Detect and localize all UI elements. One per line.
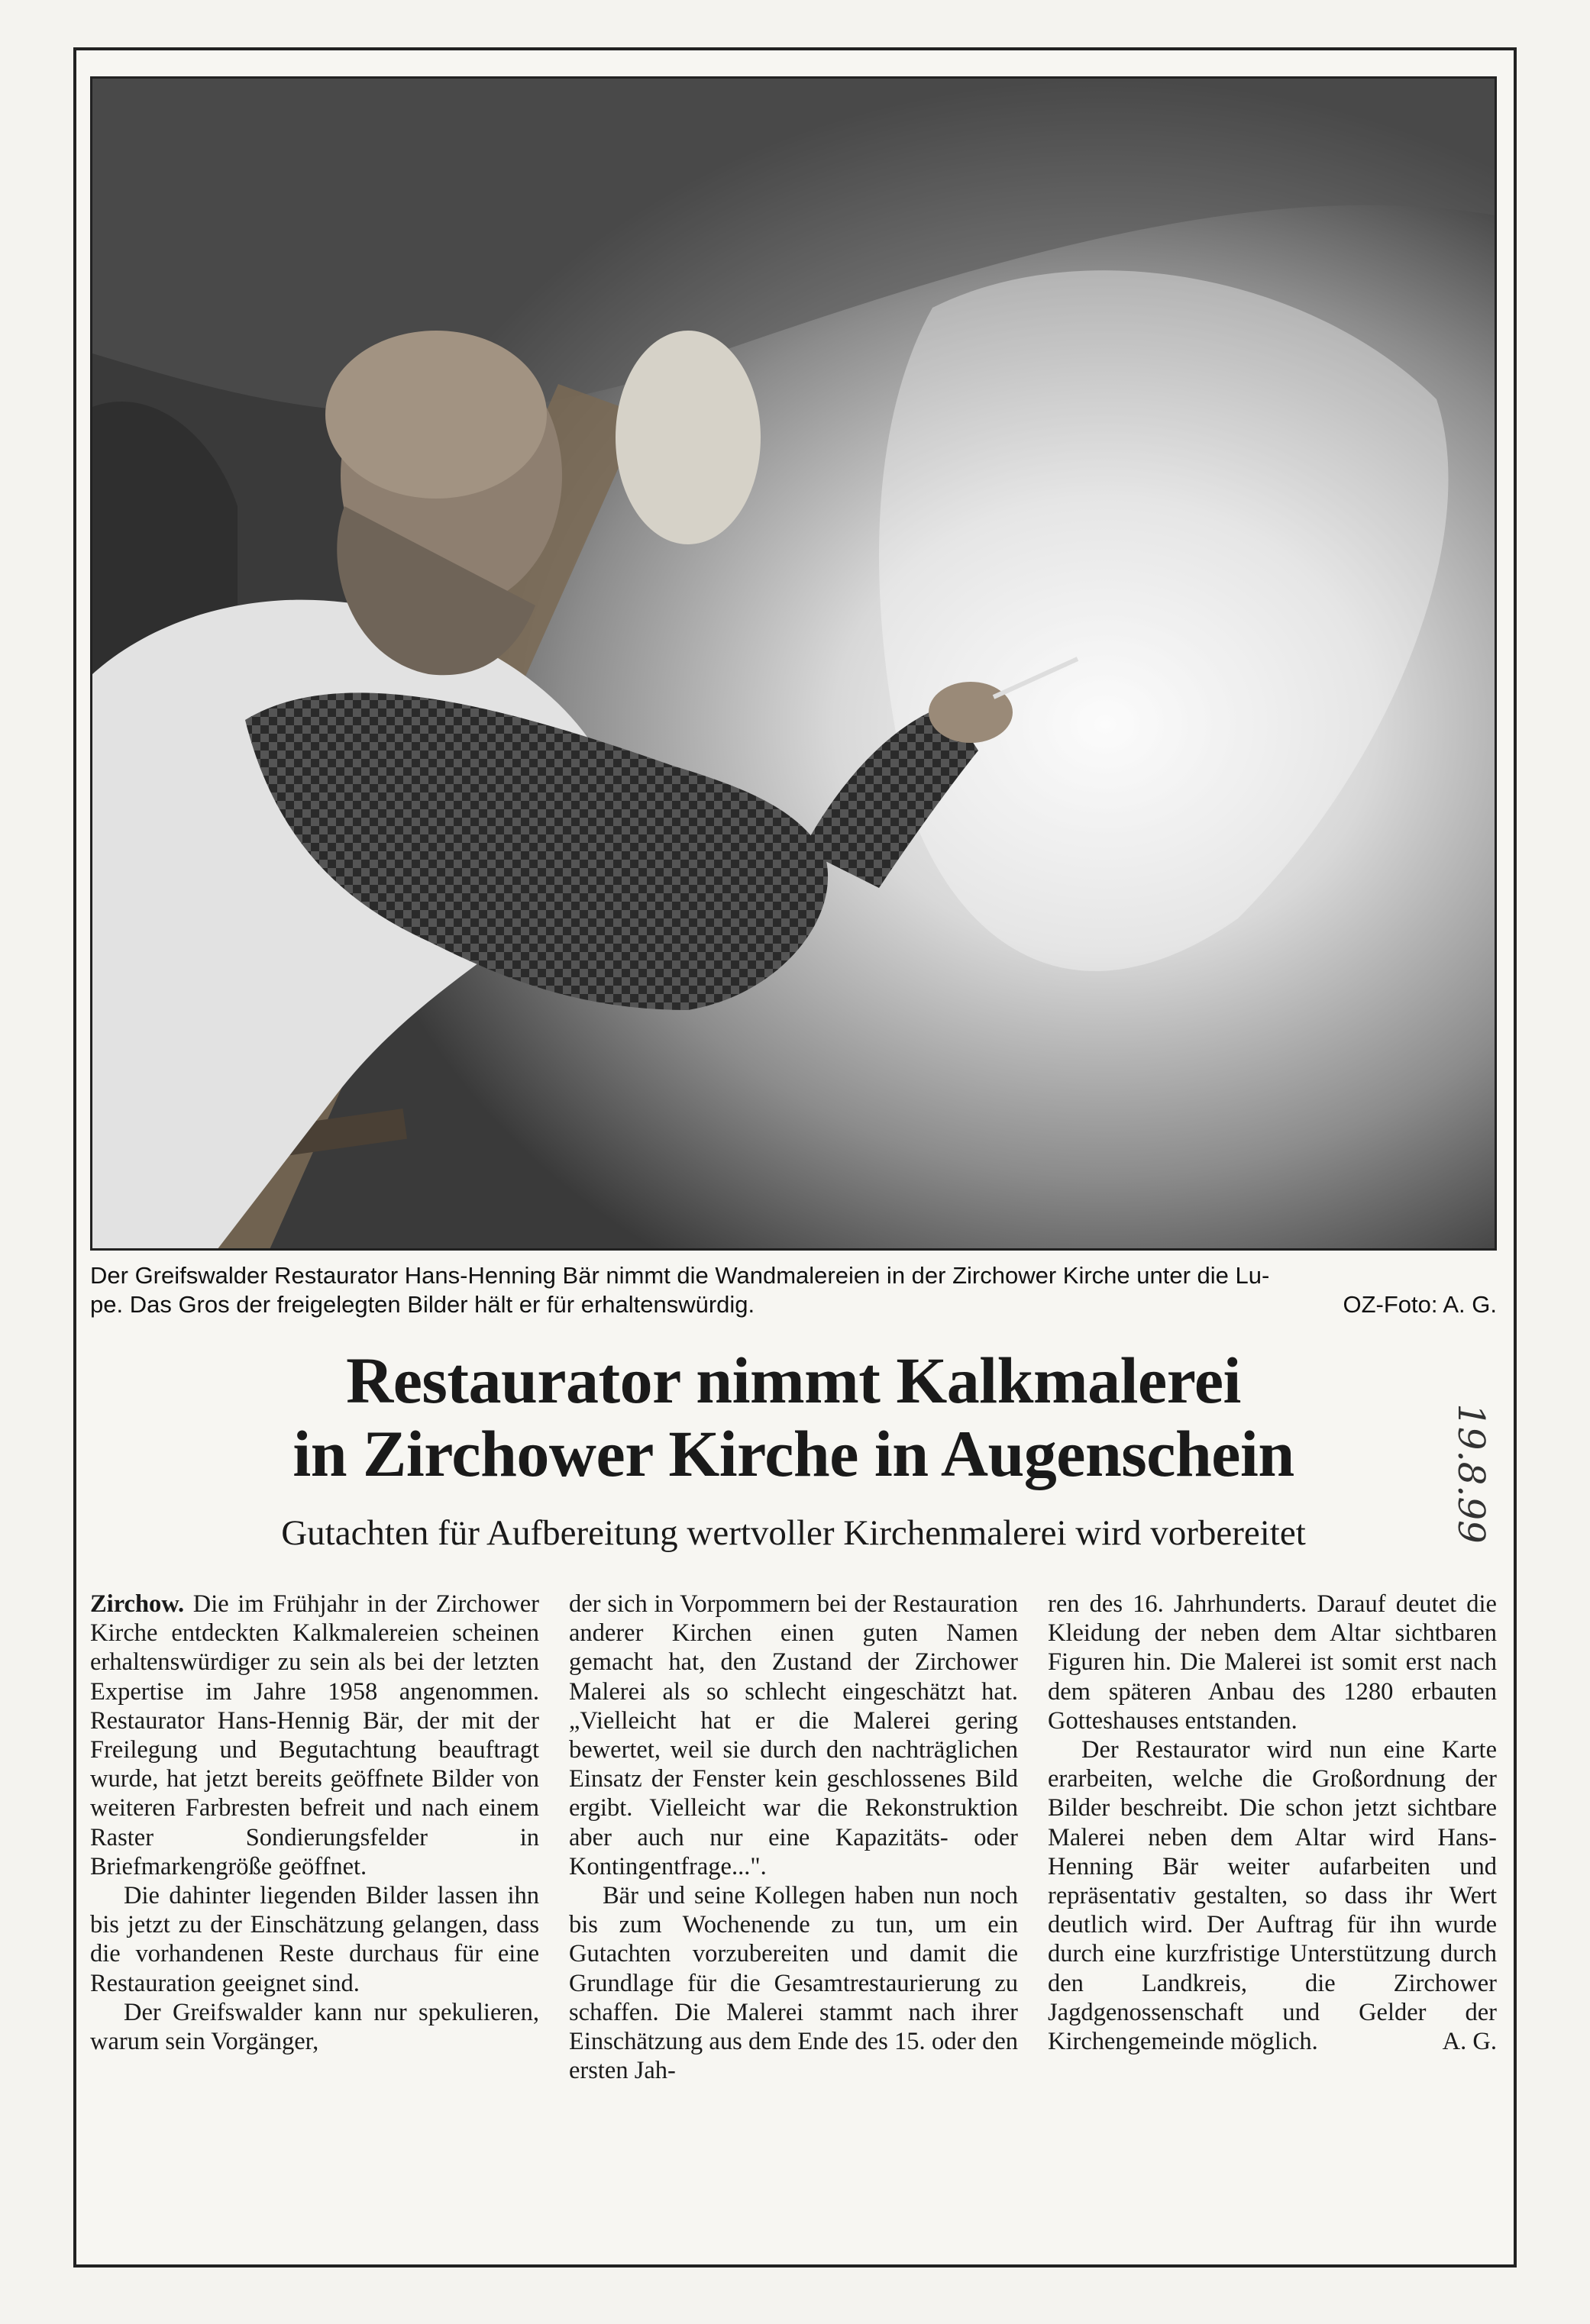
headline-line-1: Restaurator nimmt Kalkmalerei (346, 1344, 1241, 1417)
restorer-photo (90, 76, 1497, 1251)
paragraph-text: Der Restaurator wird nun eine Karte erarbeiten, welche die Großordnung der Bilder beschreibt. Die schon jetzt sichtbare Malerei neben dem Altar wird Hans-Henning Bär weiter aufarbeiten und repräsentativ gestalten, so dass ihr Wert deutlich wird. Der Auftrag für ihn wurde durch eine kurzfristige Unterstützung durch den Landkreis, die Zirchower Jagdgenossenschaft und Gelder der Kirchengemeinde möglich. (1048, 1736, 1497, 2056)
headline-line-2: in Zirchower Kirche in Augenschein (292, 1417, 1294, 1490)
paragraph: Der Greifswalder kann nur spekulieren, warum sein Vorgänger, (90, 1998, 539, 2056)
article-subhead: Gutachten für Aufbereitung wertvoller Kirchenmalerei wird vorbereitet (281, 1513, 1306, 1553)
paragraph: ren des 16. Jahrhunderts. Darauf deutet die Kleidung der neben dem Altar sichtbaren Figuren hin. Die Malerei ist somit erst nach dem späteren Anbau des 1280 erbauten Gotteshauses entstanden. (1048, 1590, 1497, 1735)
photo-caption (90, 1261, 1497, 1319)
article-column-3 (1048, 1590, 1497, 2246)
handwritten-date-text: 19.8.99 (1449, 1403, 1492, 1544)
photo-illustration (92, 79, 1497, 1251)
handwritten-date-note (1424, 1359, 1493, 1588)
article-headline (90, 1344, 1497, 1490)
paragraph: Die dahinter liegenden Bilder lassen ihn bis jetzt zu der Einschätzung gelangen, dass die vorhandenen Reste durchaus für eine Restauration geeignet sind. (90, 1882, 539, 1997)
article-column-1 (90, 1590, 539, 2246)
caption-line-1: Der Greifswalder Restaurator Hans-Henning Bär nimmt die Wandmalereien in der Zirchower Kirche unter die Lu- (90, 1262, 1270, 1289)
paragraph-text: Die im Frühjahr in der Zirchower Kirche entdeckten Kalkmalereien scheinen erhaltenswürdiger zu sein als bei der letzten Expertise im Jahre 1958 angenommen. Restaurator Hans-Hennig Bär, der mit der Freilegung und Begutachtung beauftragt wurde, hat jetzt bereits geöffnete Bilder von weiteren Farbresten befreit und nach einem Raster Sondierungsfelder in Briefmarkengröße geöffnet. (90, 1590, 539, 1880)
paragraph (1048, 1735, 1497, 2056)
caption-line-2: pe. Das Gros der freigelegten Bilder hält er für erhaltenswürdig. (90, 1291, 755, 1318)
paragraph: der sich in Vorpommern bei der Restauration anderer Kirchen einen guten Namen gemacht hat, den Zustand der Zirchower Malerei als so schlecht eingeschätzt hat. „Vielleicht hat er die Malerei gering bewertet, weil sie durch den nachträglichen Einsatz der Fenster kein geschlossenes Bild ergibt. Vielleicht war die Rekonstruktion aber auch nur eine Kapazitäts- oder Kontingentfrage...". (569, 1590, 1018, 1880)
author-initials: A. G. (1442, 2028, 1497, 2056)
paragraph (90, 1590, 539, 1881)
article-column-2 (569, 1590, 1018, 2246)
photo-credit: OZ-Foto: A. G. (1343, 1291, 1497, 1318)
article-body (90, 1590, 1497, 2246)
paragraph: Bär und seine Kollegen haben nun noch bis zum Wochenende zu tun, um ein Gutachten vorzubereiten und damit die Grundlage für die Gesamtrestaurierung zu schaffen. Die Malerei stammt nach ihrer Einschätzung aus dem Ende des 15. oder den ersten Jah- (569, 1882, 1018, 2085)
dateline: Zirchow. (90, 1590, 185, 1618)
